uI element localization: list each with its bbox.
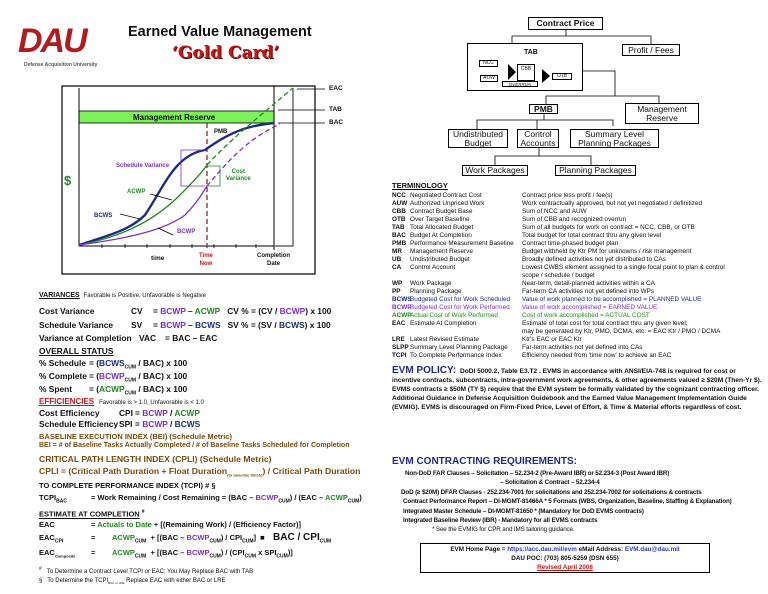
term-name	[410, 328, 522, 336]
eac-eq: =	[91, 520, 98, 529]
efficiencies-heading-row	[39, 397, 204, 406]
term-name: Budgeted Cost for Work Performed	[410, 304, 510, 311]
terminology-row	[392, 256, 762, 264]
spi-bcwp: BCWP	[142, 419, 168, 429]
spi-div: /	[167, 419, 175, 429]
profit-fees-box: Profit / Fees	[622, 44, 680, 56]
term-abbr: OTB	[392, 216, 406, 223]
c6: CUM	[209, 553, 221, 560]
term-definition: Sum of NCC and AUW	[522, 208, 587, 215]
eac-comp-eq: =	[91, 548, 96, 557]
term-name: Budgeted Cost for Work Scheduled	[410, 296, 511, 303]
term-abbr: CBB	[392, 208, 406, 215]
tcpi-bcwp: BCWP	[255, 493, 279, 502]
cv-line1: Cost	[231, 169, 246, 175]
cv-eq: =	[153, 306, 161, 316]
eac-comp-bcwp: BCWP	[186, 548, 210, 557]
time-axis-label: time	[151, 255, 165, 262]
spi-bcws: BCWS	[174, 419, 201, 429]
vac-row	[39, 333, 217, 343]
eac-comp-acwp: ACWP	[112, 548, 135, 557]
overrun-box: OVERRUN	[502, 81, 538, 87]
eac-comp-p5: )]	[287, 548, 293, 557]
c5: CUM	[134, 553, 147, 560]
term-name: To Complete Performance Index	[410, 352, 502, 359]
c4: CUM	[319, 538, 332, 545]
spi-name: Schedule Efficiency	[39, 419, 119, 429]
bei-heading: BASELINE EXECUTION INDEX (BEI) (Schedule Metric)	[39, 432, 232, 441]
term-abbr: PMB	[392, 240, 407, 247]
term-abbr: EAC	[392, 320, 406, 327]
pmb-label: PMB	[214, 129, 228, 135]
note-1	[39, 566, 253, 575]
terminology-row	[392, 320, 762, 328]
work-packages-box: Work Packages	[462, 165, 528, 176]
terminology-row	[392, 336, 762, 344]
psp-acwp: ACWP	[99, 384, 125, 394]
dau-logo: DAU	[18, 22, 86, 60]
ca-2: Accounts	[520, 137, 556, 148]
term-name: Actual Cost of Work Performed	[410, 312, 498, 319]
sv-pct: SV % = (SV /	[227, 320, 279, 330]
email-link[interactable]: EVM.dau@dau.mil	[624, 546, 680, 553]
term-abbr: TAB	[392, 224, 405, 231]
tcpi-f1: = Work Remaining / Cost Remaining = (BAC –	[91, 493, 256, 502]
term-abbr: TCPI	[392, 352, 407, 359]
contract-line: Integrated Baseline Review (IBR) - Mandatory for all EVMS contracts	[403, 517, 598, 525]
tab-label: TAB	[329, 106, 342, 113]
term-name: Planning Package	[410, 288, 462, 295]
vac-name: Variance at Completion	[39, 333, 132, 343]
eac-label: EAC	[39, 520, 55, 529]
term-name: Management Reserve	[410, 248, 473, 255]
tcpi-heading: TO COMPLETE PERFORMANCE INDEX (TCPI) # §	[39, 481, 216, 490]
eac-cpi-bcwp: BCWP	[186, 533, 210, 542]
term-abbr: NCC	[392, 192, 406, 199]
evm-policy-text: DoDI 5000.2, Table E3.T2 . EVMS in accordance with ANSI/EIA-748 is required for cost or incentive contracts, subcontracts, intra-government work agreements, & other agreements valued ≥ $20M (Then-Yr $). EVMS contracts ≥ $50M (TY $) require that the EVM system be formally validated by the cognizant contracting officer. Additional Guidance in Defense Acquisition Guidebook and the Earned Value Management Implementation Guide (EVMIG). EVMS is discouraged on Firm-Fixed Price, Level of Effort, & Time & Material efforts regardless of cost.	[392, 368, 762, 411]
sv-minus: –	[187, 320, 195, 330]
pct-schedule-row	[39, 358, 187, 371]
sv-pct-end: ) x 100	[304, 320, 331, 330]
spi-row	[39, 419, 200, 429]
tcpi-cum1: CUM	[278, 498, 290, 505]
pmb-box: PMB	[529, 104, 558, 114]
home-page-label: EVM Home Page =	[450, 546, 508, 553]
terminology-heading: TERMINOLOGY	[392, 181, 448, 190]
terminology-row	[392, 280, 762, 288]
eac-bracket	[274, 88, 293, 246]
cv-row	[39, 306, 331, 316]
terminology-row	[392, 216, 762, 224]
terminology-row	[392, 272, 762, 280]
tcpi-f3: )	[359, 493, 362, 502]
cd-2: Date	[266, 260, 280, 267]
term-abbr: AUW	[392, 200, 408, 207]
eac-actuals: Actuals to Date	[97, 520, 152, 529]
page-subtitle: ‘Gold Card’	[172, 43, 280, 63]
otb-box: OTB	[552, 73, 572, 80]
term-name: Budget At Completion	[410, 232, 472, 239]
ps-bcws: BCWS	[99, 358, 125, 368]
management-reserve-box	[625, 103, 699, 124]
term-name: Contract Budget Base	[410, 208, 473, 215]
eac-cpi-row	[39, 532, 331, 545]
cbb-box: CBB	[517, 64, 535, 81]
bcws-curve	[79, 123, 274, 245]
eac-comp-sub: Composite	[54, 553, 76, 559]
psp-eq: = (	[89, 384, 100, 394]
cv-pct: CV % = (CV /	[227, 306, 280, 316]
schedule-variance-bracket	[181, 150, 205, 186]
cv-minus: –	[187, 306, 195, 316]
term-abbr: BAC	[392, 232, 406, 239]
term-definition: Broadly defined activities not yet distributed to CAs	[522, 256, 666, 263]
note-2-sub: BAC or LRE	[108, 581, 125, 586]
term-abbr: UB	[392, 256, 402, 263]
sv-abbr: SV	[131, 320, 143, 330]
term-definition: may be generated by Ktr, PMO, DCMA, etc. = EAC Ktr / PMO / DCMA	[522, 328, 721, 335]
sv-eq: =	[153, 320, 161, 330]
cd-1: Completion	[257, 253, 290, 259]
completion-date-label	[257, 253, 290, 268]
term-abbr: LRE	[392, 336, 405, 343]
variances-section	[39, 292, 206, 299]
tcpi-sub: BAC	[56, 498, 67, 505]
efficiencies-heading: EFFICIENCIES	[39, 397, 95, 406]
cpi-div: /	[167, 408, 175, 418]
term-definition: Work contractually approved, but not yet negotiated / definitized	[522, 200, 702, 207]
term-name: Total Allocated Budget	[410, 224, 474, 231]
eac-row	[39, 520, 301, 529]
term-name: Summary Level Planning Package	[410, 344, 508, 351]
contract-line: Non-DoD FAR Clauses – Solicitation – 52.234-2 (Pre-Award IBR) or 52.234-3 (Post Award IBR)	[405, 470, 670, 477]
tab-box-label: TAB	[524, 49, 538, 56]
psp-end: / BAC) x 100	[138, 384, 188, 394]
ncc-box: NCC	[479, 60, 498, 67]
term-name: Performance Measurement Baseline	[410, 240, 514, 247]
sl-1: Summary Level	[584, 128, 645, 139]
terminology-row	[392, 248, 762, 256]
term-definition: Budget withheld by Ktr PM for unknowns / risk management	[522, 248, 692, 255]
cpli-heading: CRITICAL PATH LENGTH INDEX (CPLI) (Schedule Metric)	[39, 454, 272, 464]
term-definition: Efficiency needed from 'time now' to achieve an EAC	[522, 352, 672, 359]
terminology-row	[392, 304, 762, 312]
term-definition: Far-term activities not yet defined into CAs	[522, 344, 643, 351]
contracting-heading: EVM CONTRACTING REQUIREMENTS:	[392, 456, 577, 467]
cpli-f2: ) / Critical Path Duration	[262, 466, 361, 476]
cpi-row	[39, 408, 200, 418]
c3: CUM	[242, 538, 254, 545]
note-2-text-b: Replace EAC with either BAC or LRE	[124, 578, 226, 584]
c7: CUM	[244, 553, 256, 560]
time-now-2: Now	[199, 260, 213, 267]
vac-abbr: VAC	[139, 333, 157, 343]
eac-cpi-p1: + [(BAC –	[150, 533, 187, 542]
ps-end: / BAC) x 100	[138, 358, 188, 368]
term-definition: Value of work planned to be accomplished = PLANNED VALUE	[522, 296, 702, 303]
eac-cpi-sub: CPI	[54, 538, 64, 545]
eac-heading-text: ESTIMATE AT COMPLETION	[39, 509, 140, 519]
schedule-variance-label: Schedule Variance	[116, 163, 170, 169]
term-abbr: WP	[392, 280, 403, 287]
c8: CUM	[276, 553, 288, 560]
eac-rest: + [(Remaining Work) / (Efficiency Factor)]	[151, 520, 302, 529]
tcpi-label: TCPI	[39, 493, 57, 502]
mr-2: Reserve	[646, 112, 678, 123]
pc-end: / BAC) x 100	[138, 371, 188, 381]
cpi-bcwp: BCWP	[142, 408, 168, 418]
term-abbr: ACWP	[392, 312, 412, 319]
email-label: eMail Address:	[576, 546, 625, 553]
term-definition: Near-term, detail-planned activities within a CA	[522, 280, 655, 287]
term-definition: Total budget for total contract thru any given level	[522, 232, 662, 239]
tcpi-formula	[39, 493, 362, 505]
eac-comp-p4: ) / (CPI	[220, 548, 245, 557]
tcpi-f2: ) / (EAC –	[289, 493, 325, 502]
revised-date: Revised April 2008	[537, 564, 593, 571]
note-1-text: To Determine a Contract Level TCPI or EAC; You May Replace BAC with TAB	[46, 569, 254, 575]
ps-eq: = (	[89, 358, 100, 368]
note-2-mark: §	[39, 578, 43, 584]
term-definition: Contract time-phased budget plan	[522, 240, 619, 247]
bei-formula: BEI = # of Baseline Tasks Actually Completed / # of Baseline Tasks Scheduled for Completion	[39, 442, 350, 449]
cpli-f1: CPLI = (Critical Path Duration + Float Duration	[39, 466, 228, 476]
auw-box: AUW	[480, 75, 498, 82]
term-name: Control Account	[410, 264, 456, 271]
undistributed-budget-box	[448, 129, 508, 148]
terminology-row	[392, 296, 762, 304]
vac-formula: = BAC – EAC	[165, 333, 218, 343]
cv-pct-bcwp: BCWP	[279, 306, 306, 316]
note-2-text: To Determine the TCPI	[47, 578, 109, 584]
term-definition: Cost of work accomplished = ACTUAL COST	[522, 312, 650, 319]
terminology-row	[392, 208, 762, 216]
spi-eq: =	[135, 419, 143, 429]
home-page-link[interactable]: https://acc.dau.mil/evm	[507, 546, 577, 553]
eac-comp-x: x SPI	[255, 548, 277, 557]
sv-row	[39, 320, 331, 330]
terminology-row	[392, 312, 762, 320]
cv-bcwp: BCWP	[160, 306, 186, 316]
ub-1: Undistributed	[452, 128, 504, 139]
term-definition: Ktr's EAC or EAC Ktr	[522, 336, 582, 343]
variances-heading: VARIANCES	[39, 292, 80, 299]
ub-2: Budget	[464, 137, 492, 148]
ps-cum: CUM	[124, 364, 136, 371]
cpi-abbr: CPI	[119, 408, 133, 418]
term-name: Negotiated Contract Cost	[410, 192, 482, 199]
cpli-formula	[39, 466, 360, 478]
terminology-row	[392, 352, 762, 360]
sv-name: Schedule Variance	[39, 320, 114, 330]
term-abbr: MR	[392, 248, 402, 255]
contact-box	[420, 543, 710, 573]
term-definition: Far-term CA activities not yet defined into WPs	[522, 288, 655, 295]
eac-cpi-big: BAC / CPI	[273, 532, 320, 543]
contract-line: * See the EVMIG for CPR and IMS tailoring guidance.	[432, 526, 575, 534]
pc-eq: = (	[89, 371, 100, 381]
terminology-row	[392, 200, 762, 208]
eac-heading-mark: #	[141, 509, 145, 515]
terminology-row	[392, 344, 762, 352]
term-definition: Sum of CBB and recognized overrun	[522, 216, 627, 223]
term-definition: Estimate of total cost for total contract thru any given level;	[522, 320, 688, 327]
efficiencies-note: Favorable is > 1.0, Unfavorable is < 1.0	[99, 400, 204, 406]
eac-cpi-acwp: ACWP	[112, 533, 135, 542]
term-abbr: BCWS	[392, 296, 412, 303]
contracting-list	[392, 469, 732, 535]
mr-label: Management Reserve	[133, 113, 216, 122]
term-abbr	[392, 328, 410, 336]
cv-acwp: ACWP	[194, 306, 221, 316]
term-name: Estimate At Completion	[410, 320, 477, 327]
contract-line: Contract Performance Report – DI-MGMT-81466A * 5 Formats (WBS, Organization, Baseline, Staffing & Explanation)	[403, 498, 732, 506]
contract-line: – Solicitation & Contract – 52.234-4	[500, 479, 600, 487]
equiv-square-icon: ■	[260, 533, 265, 542]
overall-status-heading: OVERALL STATUS	[39, 346, 114, 356]
time-now-label	[199, 253, 213, 268]
term-name	[410, 272, 522, 280]
cv-line2: Variance	[226, 176, 251, 182]
spi-abbr: SPI	[119, 419, 133, 429]
eac-cpi-label: EAC	[39, 533, 55, 542]
evm-policy-heading: EVM POLICY:	[392, 365, 457, 376]
term-name: Authorized Unpriced Work	[410, 200, 485, 207]
pc-cum: CUM	[124, 377, 136, 384]
sv-bcws: BCWS	[194, 320, 221, 330]
page-title: Earned Value Management	[128, 24, 312, 40]
terminology-row	[392, 192, 762, 200]
contract-price-box: Contract Price	[528, 17, 603, 30]
pct-spent-row	[39, 384, 187, 397]
acwp-label: ACWP	[127, 189, 146, 195]
term-name: Undistributed Budget	[410, 256, 470, 263]
sv-pct-bcws: BCWS	[279, 320, 305, 330]
poc: DAU POC: (703) 805-5259 (DSN 655)	[511, 555, 619, 562]
logo-subtitle: Defense Acquisition University	[24, 62, 98, 68]
terminology-row	[392, 232, 762, 240]
bcws-label: BCWS	[94, 213, 113, 219]
cpi-acwp: ACWP	[174, 408, 200, 418]
eac-comp-label: EAC	[39, 548, 55, 557]
cpi-eq: =	[135, 408, 143, 418]
cpli-sub: (to baseline finish)	[227, 472, 263, 478]
cv-name: Cost Variance	[39, 306, 95, 316]
c1: CUM	[134, 538, 147, 545]
time-now-1: Time	[199, 253, 213, 259]
cpi-name: Cost Efficiency	[39, 408, 100, 418]
note-1-mark: #	[39, 566, 42, 572]
eac-cpi-p3: ]	[253, 533, 256, 542]
c2: CUM	[209, 538, 221, 545]
eac-heading	[39, 509, 145, 519]
eac-composite-row	[39, 548, 293, 560]
contract-line: Integrated Master Schedule – DI-MGMT-81650 * (Mandatory for DoD EVMS contracts)	[403, 507, 644, 515]
term-abbr	[392, 272, 410, 280]
terminology-row	[392, 328, 762, 336]
variances-note: Favorable is Positive, Unfavorable is Negative	[83, 293, 206, 299]
note-2	[39, 578, 226, 585]
ps-label: % Schedule	[39, 358, 87, 368]
tcpi-acwp: ACWP	[324, 493, 348, 502]
mr-1: Management	[637, 103, 687, 114]
planning-packages-box: Planning Packages	[555, 165, 636, 176]
pc-bcwp: BCWP	[99, 371, 125, 381]
term-definition: scope / schedule / budget	[522, 272, 595, 279]
sv-bcwp: BCWP	[160, 320, 186, 330]
term-name: Latest Revised Estimate	[410, 336, 479, 343]
psp-label: % Spent	[39, 384, 73, 394]
bac-label: BAC	[329, 119, 344, 126]
term-name: Work Package	[410, 280, 452, 287]
term-definition: Contract price less profit / fee(s)	[522, 192, 613, 199]
evm-policy	[392, 366, 764, 412]
cv-pct-end: ) x 100	[305, 306, 332, 316]
term-definition: Lowest CWBS element assigned to a single focal point to plan & control	[522, 264, 725, 271]
tcpi-cum2: CUM	[347, 498, 360, 505]
term-abbr: BCWP	[392, 304, 412, 311]
terminology-row	[392, 288, 762, 296]
psp-cum: CUM	[124, 390, 136, 397]
summary-level-box	[570, 129, 659, 148]
control-accounts-box	[517, 129, 559, 148]
term-definition: Value of work accomplished = EARNED VALUE	[522, 304, 658, 311]
contract-line: DoD (≥ $20M) DFAR Clauses - 252.234-7001 for solicitations and 252.234-7002 for solicitations & contracts	[401, 488, 702, 496]
pc-label: % Complete	[39, 371, 87, 381]
bcwp-label: BCWP	[177, 229, 196, 235]
term-definition: Sum of all budgets for work on contract = NCC, CBB, or OTB	[522, 224, 695, 231]
terminology-row	[392, 224, 762, 232]
term-name: Over Target Baseline	[410, 216, 470, 223]
eac-label: EAC	[329, 85, 343, 92]
term-abbr: PP	[392, 288, 401, 295]
sl-2: Planning Packages	[578, 137, 651, 148]
terminology-table	[392, 192, 762, 360]
term-abbr: SLPP	[392, 344, 409, 351]
pct-complete-row	[39, 371, 187, 384]
term-abbr: CA	[392, 264, 402, 271]
eac-cpi-p2: ) / CPI	[220, 533, 243, 542]
eac-comp-p1: + [(BAC –	[150, 548, 187, 557]
terminology-row	[392, 264, 762, 272]
eac-cpi-eq: =	[91, 533, 96, 542]
cv-abbr: CV	[131, 306, 143, 316]
terminology-row	[392, 240, 762, 248]
cost-variance-label	[226, 169, 251, 183]
dollar-axis-label: $	[64, 173, 72, 188]
ca-1: Control	[524, 128, 552, 139]
